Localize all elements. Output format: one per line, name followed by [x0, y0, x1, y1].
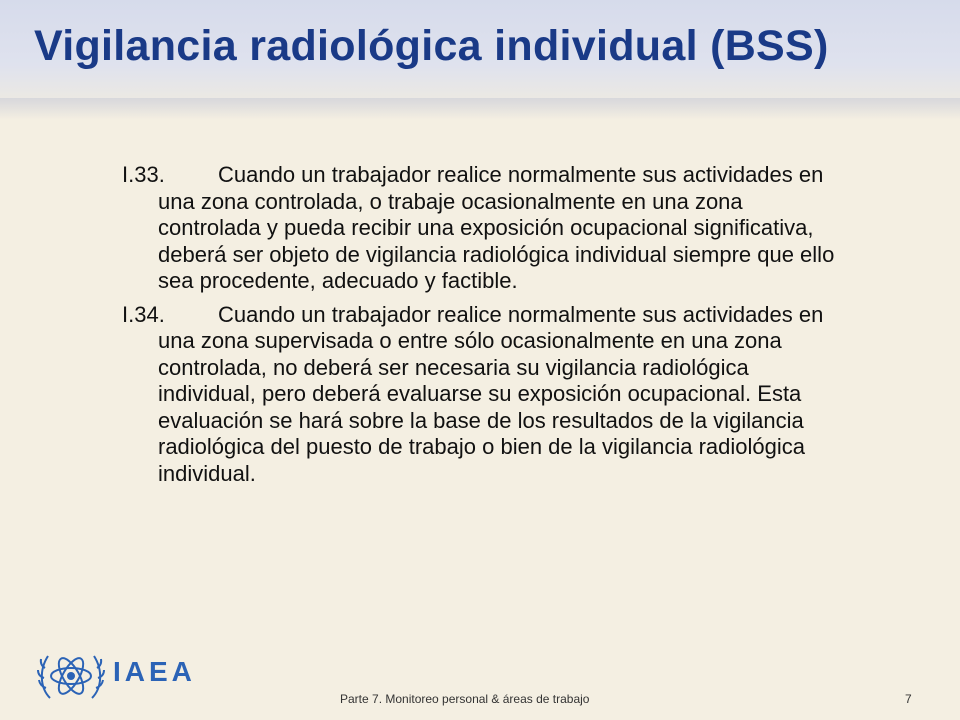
clause-text: Cuando un trabajador realice normalmente sus actividades en una zona controlada, o trabaje ocasionalmente en una zona controlada y pueda recibir una exposición ocupacional significativa, deberá ser objeto de vigilancia radiológica individual siempre que ello sea procedente, adecuado y factible. [158, 162, 835, 293]
clause-number: I.33. [122, 162, 165, 187]
iaea-emblem-icon [36, 640, 106, 710]
slide-title: Vigilancia radiológica individual (BSS) [34, 22, 829, 70]
clause-i34 [122, 302, 842, 488]
clause-number: I.34. [122, 301, 165, 327]
page-number: 7 [905, 692, 912, 706]
clause-i33 [122, 162, 842, 295]
footer-caption: Parte 7. Monitoreo personal & áreas de trabajo [340, 692, 590, 706]
header-shadow [0, 98, 960, 120]
clause-text: Cuando un trabajador realice normalmente sus actividades en una zona supervisada o entre sólo ocasionalmente en una zona controlada, no deberá ser necesaria su vigilancia radiológica individual, pero deberá evaluarse su exposición ocupacional. Esta evaluación se hará sobre la base de los resultados de la vigilancia radiológica del puesto de trabajo o bien de la vigilancia radiológica individual. [158, 301, 824, 486]
slide-body [122, 162, 842, 494]
footer-org-name: IAEA [113, 656, 196, 687]
